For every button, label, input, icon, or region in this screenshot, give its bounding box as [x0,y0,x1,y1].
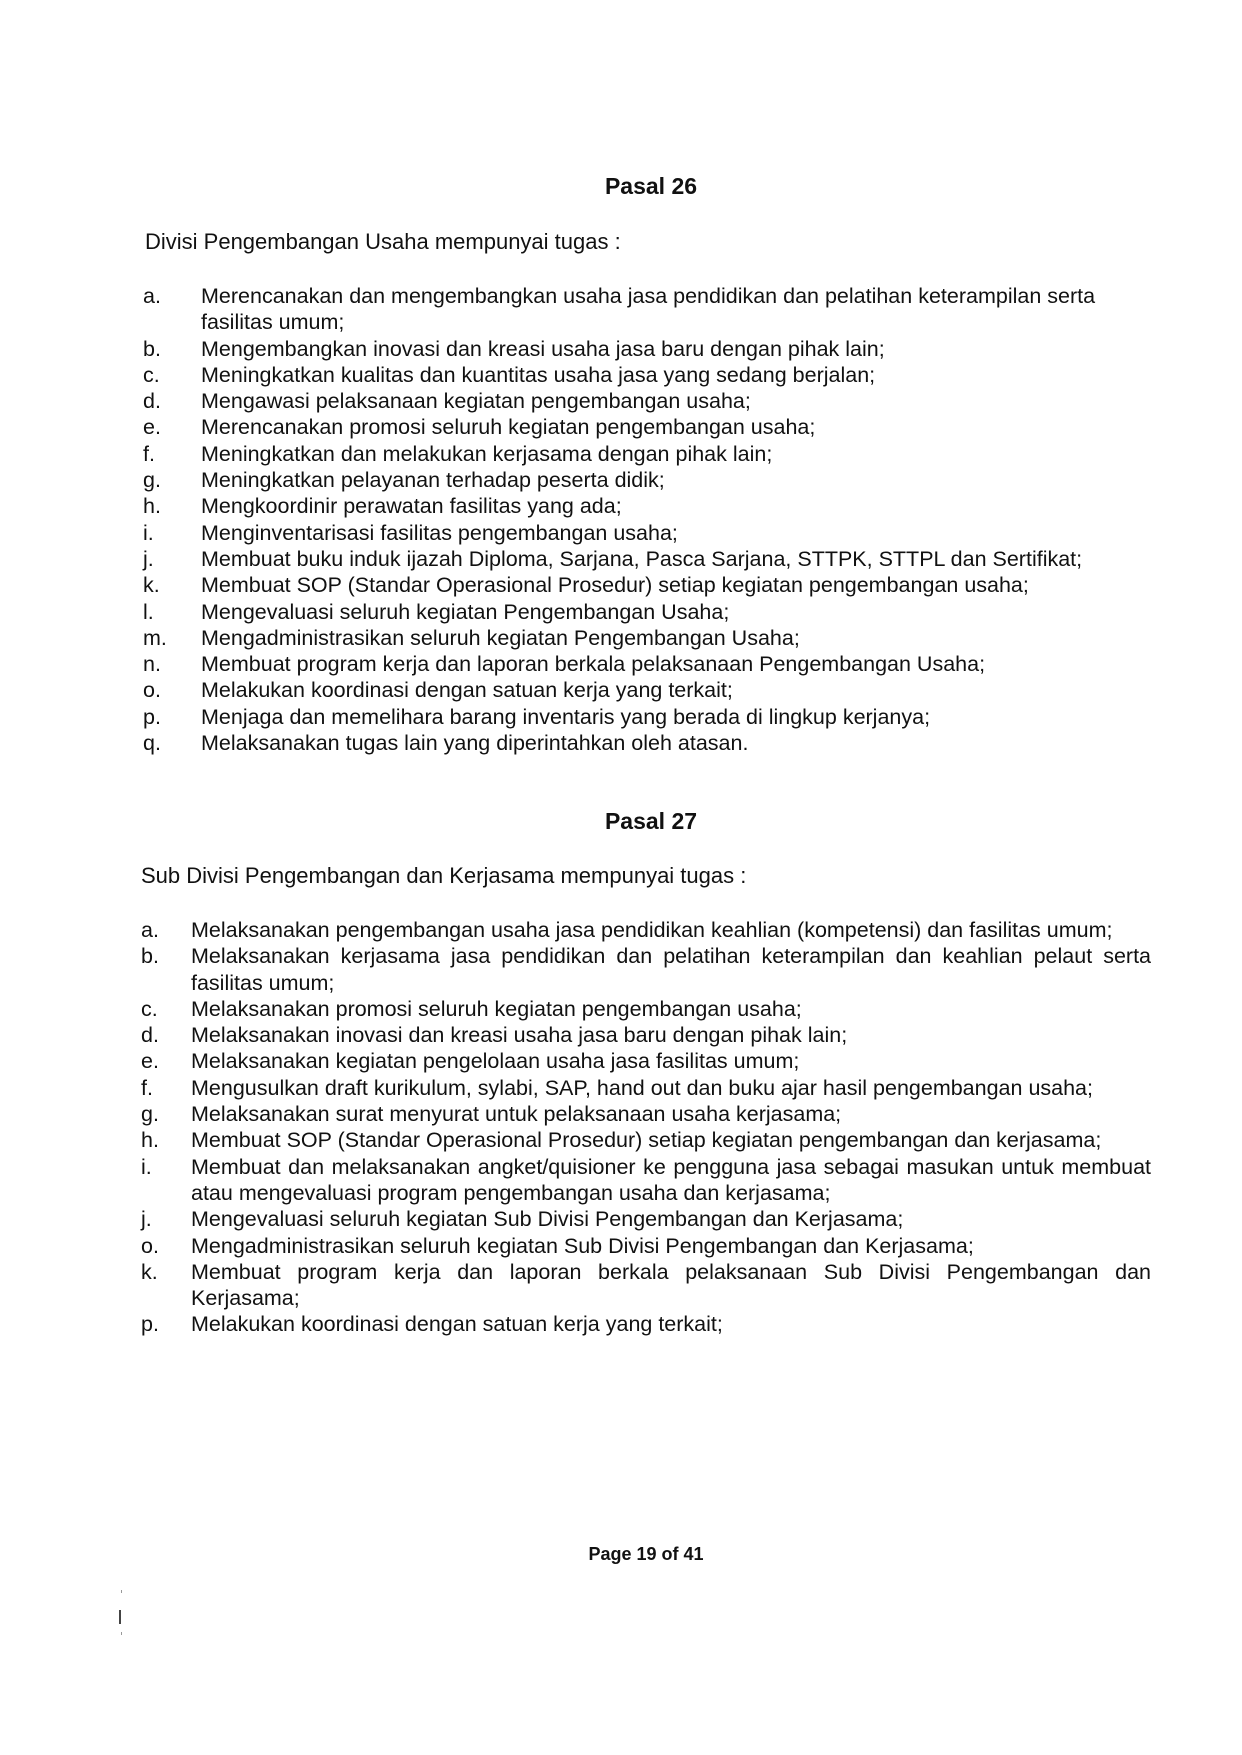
task-item-letter: k. [141,1259,158,1284]
task-list-item [141,1154,1151,1207]
task-item-letter: f. [141,1075,153,1100]
task-item-letter: c. [143,362,160,387]
task-item-text: Mengembangkan inovasi dan kreasi usaha jasa baru dengan pihak lain; [201,336,885,361]
task-list-item [143,546,1155,572]
task-item-text: Mengkoordinir perawatan fasilitas yang ada; [201,494,622,519]
task-item-letter: d. [143,389,161,414]
task-item-text: Melakukan koordinasi dengan satuan kerja yang terkait; [201,678,733,703]
task-item-text: Melaksanakan kegiatan pengelolaan usaha jasa fasilitas umum; [191,1049,800,1074]
task-item-text: Melaksanakan kerjasama jasa pendidikan dan pelatihan keterampilan dan keahlian pelaut serta fasilitas umum; [191,944,1151,995]
task-item-letter: i. [143,520,154,545]
task-list-item [143,625,1155,651]
task-list-item [141,1206,1151,1232]
task-item-letter: o. [141,1233,159,1258]
task-item-text: Membuat SOP (Standar Operasional Prosedur) setiap kegiatan pengembangan usaha; [201,573,1029,598]
task-item-text: Mengusulkan draft kurikulum, sylabi, SAP, hand out dan buku ajar hasil pengembangan usaha; [191,1075,1093,1100]
task-item-text: Merencanakan promosi seluruh kegiatan pengembangan usaha; [201,415,816,440]
task-list-item [143,651,1155,677]
task-item-text: Mengevaluasi seluruh kegiatan Sub Divisi Pengembangan dan Kerjasama; [191,1207,904,1232]
task-list-item [141,1259,1151,1312]
task-item-letter: c. [141,996,158,1021]
task-item-letter: j. [141,1207,152,1232]
task-item-text: Meningkatkan pelayanan terhadap peserta didik; [201,468,665,493]
task-list-item [141,943,1151,996]
task-list-item [143,520,1155,546]
task-item-letter: e. [143,415,161,440]
task-list-item [141,1127,1151,1153]
task-item-text: Menginventarisasi fasilitas pengembangan usaha; [201,520,678,545]
scan-mark [121,1632,122,1635]
task-item-text: Membuat SOP (Standar Operasional Prosedur) setiap kegiatan pengembangan dan kerjasama; [191,1128,1102,1153]
task-item-letter: b. [143,336,161,361]
task-item-text: Mengevaluasi seluruh kegiatan Pengembangan Usaha; [201,599,730,624]
scan-mark [121,1590,122,1593]
task-list-item [141,1022,1151,1048]
task-item-text: Melaksanakan promosi seluruh kegiatan pengembangan usaha; [191,996,802,1021]
task-item-letter: l. [143,599,154,624]
task-list-item [143,493,1155,519]
task-item-letter: n. [143,652,161,677]
task-item-letter: h. [143,494,161,519]
task-item-letter: o. [143,678,161,703]
task-list-item [141,1233,1151,1259]
task-item-letter: e. [141,1049,159,1074]
task-item-text: Membuat program kerja dan laporan berkala pelaksanaan Pengembangan Usaha; [201,652,986,677]
task-item-letter: p. [141,1312,159,1337]
task-list-item [143,441,1155,467]
task-item-text: Mengadministrasikan seluruh kegiatan Pengembangan Usaha; [201,625,800,650]
task-item-text: Meningkatkan dan melakukan kerjasama dengan pihak lain; [201,441,773,466]
task-item-text: Membuat buku induk ijazah Diploma, Sarjana, Pasca Sarjana, STTPK, STTPL dan Sertifikat; [201,546,1083,571]
pasal-27-intro: Sub Divisi Pengembangan dan Kerjasama mempunyai tugas : [141,863,747,888]
task-item-letter: q. [143,731,161,756]
task-item-text: Membuat program kerja dan laporan berkala pelaksanaan Sub Divisi Pengembangan dan Kerjasama; [191,1259,1151,1311]
task-list-item [141,1075,1151,1101]
task-item-letter: k. [143,573,160,598]
scan-mark [119,1610,121,1624]
task-list-item [143,388,1155,414]
task-item-text: Meningkatkan kualitas dan kuantitas usaha jasa yang sedang berjalan; [201,362,876,387]
task-item-text: Melaksanakan pengembangan usaha jasa pendidikan keahlian (kompetensi) dan fasilitas umum; [191,918,1113,942]
task-item-text: Mengawasi pelaksanaan kegiatan pengembangan usaha; [201,389,751,414]
task-item-text: Melaksanakan surat menyurat untuk pelaksanaan usaha kerjasama; [191,1102,842,1127]
task-item-letter: m. [143,625,167,650]
task-item-letter: g. [141,1102,159,1127]
pasal-26-heading: Pasal 26 [604,173,698,199]
task-item-letter: g. [143,468,161,493]
task-item-letter: p. [143,704,161,729]
task-list-item [143,283,1155,336]
task-list-item [143,730,1155,756]
task-item-letter: f. [143,441,155,466]
pasal-26-task-list [143,283,1155,756]
task-list-item [143,704,1155,730]
task-list-item [141,1311,1151,1337]
task-list-item [141,917,1151,943]
task-list-item [141,996,1151,1022]
pasal-27-task-list [141,917,1151,1338]
task-list-item [141,1101,1151,1127]
page-number: Page 19 of 41 [588,1544,704,1564]
task-item-text: Melakukan koordinasi dengan satuan kerja yang terkait; [191,1312,723,1337]
task-item-text: Merencanakan dan mengembangkan usaha jasa pendidikan dan pelatihan keterampilan serta fasilitas umum; [201,284,1096,335]
pasal-27-heading: Pasal 27 [604,808,698,834]
pasal-26-intro: Divisi Pengembangan Usaha mempunyai tugas : [145,229,621,254]
task-item-letter: a. [141,918,159,942]
task-item-letter: h. [141,1128,159,1153]
task-item-letter: i. [141,1154,152,1179]
task-list-item [143,414,1155,440]
task-list-item [143,467,1155,493]
task-item-letter: j. [143,546,154,571]
task-list-item [143,677,1155,703]
task-item-text: Membuat dan melaksanakan angket/quisioner ke pengguna jasa sebagai masukan untuk membuat atau mengevaluasi program pengembangan usaha dan kerjasama; [191,1154,1151,1205]
task-item-text: Mengadministrasikan seluruh kegiatan Sub Divisi Pengembangan dan Kerjasama; [191,1233,974,1258]
task-item-letter: d. [141,1023,159,1048]
task-list-item [143,599,1155,625]
task-list-item [143,336,1155,362]
task-item-text: Melaksanakan inovasi dan kreasi usaha jasa baru dengan pihak lain; [191,1023,848,1048]
task-list-item [141,1048,1151,1074]
task-list-item [143,572,1155,598]
task-item-text: Melaksanakan tugas lain yang diperintahkan oleh atasan. [201,731,749,756]
task-list-item [143,362,1155,388]
task-item-letter: a. [143,284,161,308]
task-item-letter: b. [141,944,159,969]
task-item-text: Menjaga dan memelihara barang inventaris yang berada di lingkup kerjanya; [201,704,931,729]
